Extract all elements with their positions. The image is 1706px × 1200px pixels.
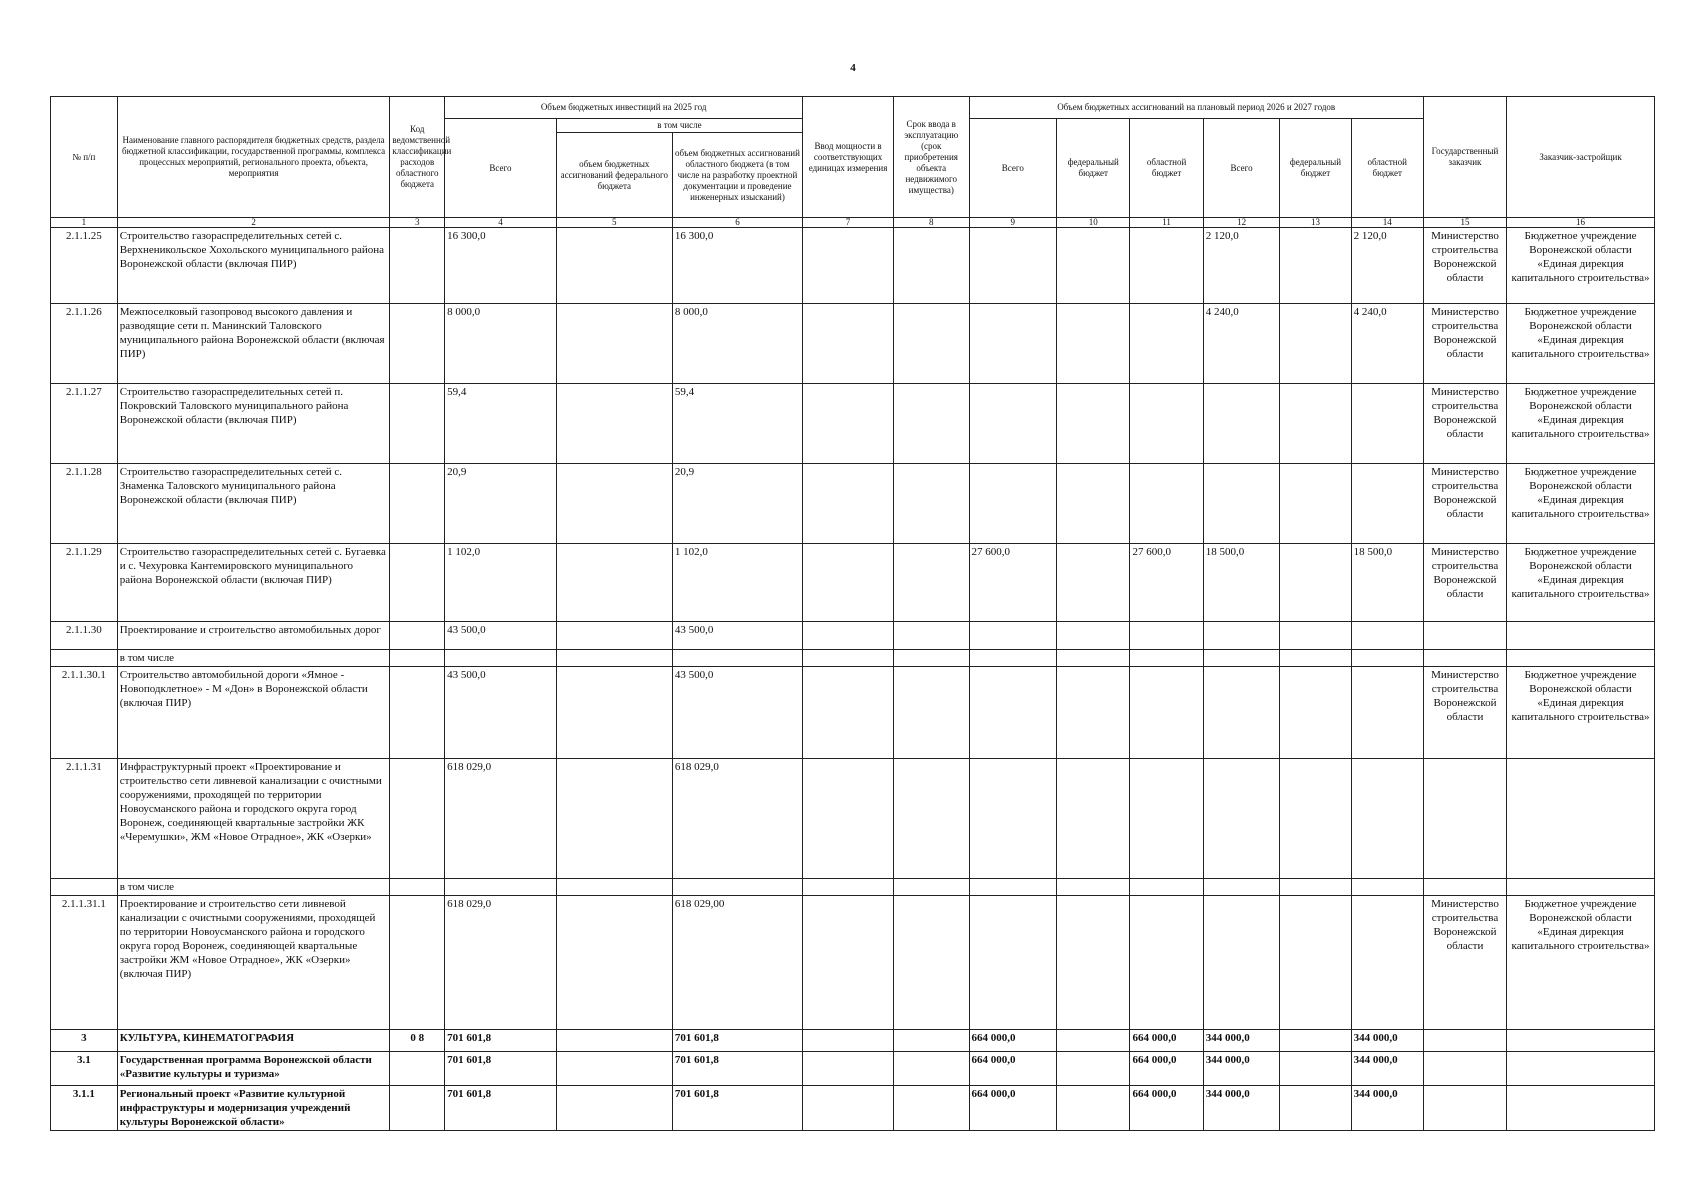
cell-c9: [969, 896, 1057, 1030]
cell-c6: 618 029,0: [672, 759, 802, 879]
cell-c9: 27 600,0: [969, 544, 1057, 622]
col-number: 10: [1057, 218, 1130, 228]
cell-c14: [1351, 759, 1423, 879]
cell-name: Строительство газораспределительных сетей с. Знаменка Таловского муниципального района Воронежской области (включая ПИР): [117, 464, 390, 544]
cell-code: [390, 879, 445, 896]
cell-c5: [556, 667, 672, 759]
cell-c10: [1057, 464, 1130, 544]
cell-c6: 59,4: [672, 384, 802, 464]
cell-c6: 701 601,8: [672, 1086, 802, 1131]
cell-c12: [1203, 384, 1280, 464]
header-num: № п/п: [51, 97, 118, 218]
cell-c5: [556, 879, 672, 896]
cell-c10: [1057, 896, 1130, 1030]
cell-c14: [1351, 650, 1423, 667]
table-row: [51, 1030, 1655, 1052]
cell-name: Проектирование и строительство автомобильных дорог: [117, 622, 390, 650]
cell-c14: [1351, 879, 1423, 896]
cell-c4: 16 300,0: [445, 228, 557, 304]
cell-c10: [1057, 879, 1130, 896]
empty-cell: [803, 1030, 894, 1052]
cell-code: [390, 650, 445, 667]
empty-cell: [893, 759, 969, 879]
cell-c6: 20,9: [672, 464, 802, 544]
cell-num: [51, 650, 118, 667]
cell-num: 2.1.1.26: [51, 304, 118, 384]
col-number: 2: [117, 218, 390, 228]
cell-c11: [1130, 759, 1203, 879]
cell-c13: [1280, 759, 1351, 879]
cell-code: [390, 896, 445, 1030]
col-number: 9: [969, 218, 1057, 228]
col-number: 8: [893, 218, 969, 228]
cell-customer: [1423, 1030, 1506, 1052]
header-code: Код ведомственной классификации расходов областного бюджета: [390, 97, 445, 218]
cell-name: Государственная программа Воронежской области «Развитие культуры и туризма»: [117, 1052, 390, 1086]
cell-developer: [1507, 759, 1655, 879]
table-row: [51, 464, 1655, 544]
empty-cell: [803, 384, 894, 464]
cell-c13: [1280, 464, 1351, 544]
empty-cell: [893, 228, 969, 304]
header-incl: в том числе: [556, 119, 802, 133]
empty-cell: [893, 667, 969, 759]
cell-num: 3.1.1: [51, 1086, 118, 1131]
header-state-customer: Государственный заказчик: [1423, 97, 1506, 218]
cell-c12: 344 000,0: [1203, 1086, 1280, 1131]
col-number: 6: [672, 218, 802, 228]
cell-c13: [1280, 896, 1351, 1030]
cell-c4: 43 500,0: [445, 622, 557, 650]
cell-c11: 664 000,0: [1130, 1086, 1203, 1131]
cell-c13: [1280, 622, 1351, 650]
empty-cell: [803, 896, 894, 1030]
cell-c12: 344 000,0: [1203, 1052, 1280, 1086]
cell-c13: [1280, 544, 1351, 622]
cell-c11: 27 600,0: [1130, 544, 1203, 622]
cell-c13: [1280, 879, 1351, 896]
cell-c10: [1057, 544, 1130, 622]
cell-num: 2.1.1.28: [51, 464, 118, 544]
cell-code: [390, 759, 445, 879]
cell-c14: [1351, 464, 1423, 544]
cell-developer: Бюджетное учреждение Воронежской области «Единая дирекция капитального строительства»: [1507, 228, 1655, 304]
cell-c12: [1203, 896, 1280, 1030]
cell-c11: [1130, 622, 1203, 650]
cell-c13: [1280, 667, 1351, 759]
cell-c4: 1 102,0: [445, 544, 557, 622]
cell-developer: Бюджетное учреждение Воронежской области «Единая дирекция капитального строительства»: [1507, 896, 1655, 1030]
cell-customer: [1423, 622, 1506, 650]
cell-developer: [1507, 622, 1655, 650]
header-capacity: Ввод мощности в соответствующих единицах измерения: [803, 97, 894, 218]
cell-customer: [1423, 1086, 1506, 1131]
cell-c11: [1130, 667, 1203, 759]
cell-code: [390, 667, 445, 759]
table-row: [51, 384, 1655, 464]
budget-investment-table: [50, 96, 1655, 1131]
cell-c14: 344 000,0: [1351, 1030, 1423, 1052]
cell-code: [390, 384, 445, 464]
cell-c14: 344 000,0: [1351, 1086, 1423, 1131]
cell-c5: [556, 1086, 672, 1131]
cell-c14: 18 500,0: [1351, 544, 1423, 622]
cell-c6: 43 500,0: [672, 667, 802, 759]
cell-code: [390, 304, 445, 384]
table-row: [51, 1052, 1655, 1086]
cell-c5: [556, 544, 672, 622]
cell-c9: [969, 879, 1057, 896]
cell-customer: [1423, 650, 1506, 667]
cell-c11: [1130, 384, 1203, 464]
cell-c5: [556, 1030, 672, 1052]
cell-num: 2.1.1.27: [51, 384, 118, 464]
cell-c14: 2 120,0: [1351, 228, 1423, 304]
empty-cell: [893, 384, 969, 464]
cell-c10: [1057, 304, 1130, 384]
cell-c14: [1351, 667, 1423, 759]
cell-c10: [1057, 622, 1130, 650]
cell-c13: [1280, 650, 1351, 667]
cell-c4: 43 500,0: [445, 667, 557, 759]
empty-cell: [893, 1086, 969, 1131]
cell-developer: Бюджетное учреждение Воронежской области «Единая дирекция капитального строительства»: [1507, 384, 1655, 464]
cell-c11: [1130, 304, 1203, 384]
cell-name: Межпоселковый газопровод высокого давления и разводящие сети п. Манинский Таловского муниципального района Воронежской области (включая ПИР): [117, 304, 390, 384]
cell-c10: [1057, 1086, 1130, 1131]
table-row: [51, 759, 1655, 879]
empty-cell: [893, 304, 969, 384]
empty-cell: [803, 1086, 894, 1131]
col-number: 1: [51, 218, 118, 228]
cell-c13: [1280, 1030, 1351, 1052]
header-reg: областной бюджет: [1130, 119, 1203, 218]
cell-code: [390, 1052, 445, 1086]
cell-c9: [969, 228, 1057, 304]
header-term: Срок ввода в эксплуатацию (срок приобретения объекта недвижимого имущества): [893, 97, 969, 218]
cell-customer: [1423, 1052, 1506, 1086]
cell-c12: 18 500,0: [1203, 544, 1280, 622]
cell-c14: [1351, 896, 1423, 1030]
cell-c4: [445, 650, 557, 667]
cell-num: 3.1: [51, 1052, 118, 1086]
cell-c4: 701 601,8: [445, 1030, 557, 1052]
cell-c9: [969, 464, 1057, 544]
table-row: [51, 879, 1655, 896]
empty-cell: [803, 759, 894, 879]
header-total: Всего: [445, 119, 557, 218]
cell-c5: [556, 384, 672, 464]
cell-name: Строительство автомобильной дороги «Ямное - Новоподклетное» - М «Дон» в Воронежской области (включая ПИР): [117, 667, 390, 759]
cell-developer: [1507, 1052, 1655, 1086]
cell-developer: [1507, 1086, 1655, 1131]
header-reg2: областной бюджет: [1351, 119, 1423, 218]
cell-developer: Бюджетное учреждение Воронежской области «Единая дирекция капитального строительства»: [1507, 464, 1655, 544]
empty-cell: [803, 879, 894, 896]
header-plan: Объем бюджетных ассигнований на плановый период 2026 и 2027 годов: [969, 97, 1423, 119]
cell-c6: 8 000,0: [672, 304, 802, 384]
cell-c6: 701 601,8: [672, 1052, 802, 1086]
cell-c14: 344 000,0: [1351, 1052, 1423, 1086]
col-number: 15: [1423, 218, 1506, 228]
cell-developer: [1507, 879, 1655, 896]
cell-c4: 59,4: [445, 384, 557, 464]
cell-c9: [969, 667, 1057, 759]
header-total3: Всего: [1203, 119, 1280, 218]
cell-c11: [1130, 464, 1203, 544]
cell-c6: [672, 650, 802, 667]
cell-c6: 1 102,0: [672, 544, 802, 622]
col-number: 12: [1203, 218, 1280, 228]
cell-num: 2.1.1.30.1: [51, 667, 118, 759]
empty-cell: [893, 896, 969, 1030]
cell-c10: [1057, 667, 1130, 759]
cell-c13: [1280, 228, 1351, 304]
cell-c13: [1280, 304, 1351, 384]
cell-c13: [1280, 1086, 1351, 1131]
table-row: [51, 544, 1655, 622]
cell-name: Региональный проект «Развитие культурной инфраструктуры и модернизация учреждений культуры Воронежской области»: [117, 1086, 390, 1131]
cell-customer: Министерство строительства Воронежской области: [1423, 544, 1506, 622]
cell-c11: [1130, 896, 1203, 1030]
empty-cell: [803, 1052, 894, 1086]
cell-num: [51, 879, 118, 896]
empty-cell: [893, 1030, 969, 1052]
cell-c11: [1130, 228, 1203, 304]
cell-c6: 16 300,0: [672, 228, 802, 304]
cell-c9: 664 000,0: [969, 1052, 1057, 1086]
cell-c13: [1280, 384, 1351, 464]
cell-num: 2.1.1.30: [51, 622, 118, 650]
cell-customer: Министерство строительства Воронежской области: [1423, 464, 1506, 544]
header-fed-alloc: объем бюджетных ассигнований федерального бюджета: [556, 133, 672, 218]
cell-c5: [556, 759, 672, 879]
cell-c5: [556, 1052, 672, 1086]
cell-developer: [1507, 1030, 1655, 1052]
cell-c12: [1203, 879, 1280, 896]
cell-c12: [1203, 622, 1280, 650]
cell-code: [390, 1086, 445, 1131]
col-number: 16: [1507, 218, 1655, 228]
cell-c5: [556, 650, 672, 667]
cell-num: 2.1.1.29: [51, 544, 118, 622]
cell-c11: 664 000,0: [1130, 1052, 1203, 1086]
cell-developer: Бюджетное учреждение Воронежской области «Единая дирекция капитального строительства»: [1507, 667, 1655, 759]
col-number: 7: [803, 218, 894, 228]
cell-c4: 618 029,0: [445, 896, 557, 1030]
cell-c14: 4 240,0: [1351, 304, 1423, 384]
col-number: 4: [445, 218, 557, 228]
cell-c4: [445, 879, 557, 896]
empty-cell: [893, 544, 969, 622]
cell-c6: 618 029,00: [672, 896, 802, 1030]
page-number: 4: [850, 62, 856, 74]
col-number: 11: [1130, 218, 1203, 228]
cell-c9: [969, 304, 1057, 384]
cell-c6: [672, 879, 802, 896]
col-number: 3: [390, 218, 445, 228]
header-developer: Заказчик-застройщик: [1507, 97, 1655, 218]
cell-c10: [1057, 650, 1130, 667]
cell-name: Инфраструктурный проект «Проектирование и строительство сети ливневой канализации с очистными сооружениями, проходящей по территории Новоусманского района и городского округа город Воронеж, соединяющей квартальные застройки ЖК «Черемушки», ЖМ «Новое Отрадное», ЖК «Озерки»: [117, 759, 390, 879]
cell-c12: [1203, 464, 1280, 544]
header-vol2025: Объем бюджетных инвестиций на 2025 год: [445, 97, 803, 119]
empty-cell: [803, 228, 894, 304]
cell-c12: [1203, 667, 1280, 759]
table-row: [51, 650, 1655, 667]
cell-name: КУЛЬТУРА, КИНЕМАТОГРАФИЯ: [117, 1030, 390, 1052]
cell-code: [390, 622, 445, 650]
cell-c14: [1351, 622, 1423, 650]
cell-c4: 8 000,0: [445, 304, 557, 384]
empty-cell: [893, 1052, 969, 1086]
cell-c4: 20,9: [445, 464, 557, 544]
header-fed: федеральный бюджет: [1057, 119, 1130, 218]
cell-c9: [969, 759, 1057, 879]
empty-cell: [803, 464, 894, 544]
cell-developer: Бюджетное учреждение Воронежской области «Единая дирекция капитального строительства»: [1507, 304, 1655, 384]
cell-customer: Министерство строительства Воронежской области: [1423, 228, 1506, 304]
header-reg-alloc: объем бюджетных ассигнований областного бюджета (в том числе на разработку проектной документации и проведение инженерных изысканий): [672, 133, 802, 218]
cell-c10: [1057, 384, 1130, 464]
cell-c14: [1351, 384, 1423, 464]
cell-c5: [556, 464, 672, 544]
cell-num: 3: [51, 1030, 118, 1052]
table-row: [51, 228, 1655, 304]
cell-customer: Министерство строительства Воронежской области: [1423, 896, 1506, 1030]
col-number: 5: [556, 218, 672, 228]
cell-code: [390, 464, 445, 544]
cell-name: Строительство газораспределительных сетей п. Покровский Таловского муниципального района Воронежской области (включая ПИР): [117, 384, 390, 464]
header-name: Наименование главного распорядителя бюджетных средств, раздела бюджетной классификации, государственной программы, комплекса процессных мероприятий, регионального проекта, объекта, мероприятия: [117, 97, 390, 218]
empty-cell: [803, 544, 894, 622]
table-body: [51, 228, 1655, 1131]
header-total2: Всего: [969, 119, 1057, 218]
cell-c12: [1203, 759, 1280, 879]
table-row: [51, 1086, 1655, 1131]
empty-cell: [803, 304, 894, 384]
empty-cell: [893, 879, 969, 896]
cell-c5: [556, 228, 672, 304]
table-row: [51, 622, 1655, 650]
cell-c10: [1057, 1052, 1130, 1086]
cell-c12: [1203, 650, 1280, 667]
cell-customer: Министерство строительства Воронежской области: [1423, 667, 1506, 759]
cell-code: 0 8: [390, 1030, 445, 1052]
cell-c6: 43 500,0: [672, 622, 802, 650]
table-row: [51, 667, 1655, 759]
cell-customer: [1423, 879, 1506, 896]
empty-cell: [803, 667, 894, 759]
cell-c5: [556, 304, 672, 384]
cell-c9: [969, 622, 1057, 650]
cell-num: 2.1.1.25: [51, 228, 118, 304]
cell-c10: [1057, 1030, 1130, 1052]
cell-customer: Министерство строительства Воронежской области: [1423, 304, 1506, 384]
cell-name: Строительство газораспределительных сетей с. Бугаевка и с. Чехуровка Кантемировского муниципального района Воронежской области (включая ПИР): [117, 544, 390, 622]
cell-c12: 344 000,0: [1203, 1030, 1280, 1052]
cell-name: в том числе: [117, 650, 390, 667]
table-row: [51, 896, 1655, 1030]
cell-c6: 701 601,8: [672, 1030, 802, 1052]
cell-c9: [969, 384, 1057, 464]
empty-cell: [893, 650, 969, 667]
cell-c11: 664 000,0: [1130, 1030, 1203, 1052]
cell-c9: [969, 650, 1057, 667]
cell-developer: Бюджетное учреждение Воронежской области «Единая дирекция капитального строительства»: [1507, 544, 1655, 622]
column-number-row: [51, 218, 1655, 228]
empty-cell: [803, 650, 894, 667]
cell-num: 2.1.1.31.1: [51, 896, 118, 1030]
table-row: [51, 304, 1655, 384]
cell-code: [390, 228, 445, 304]
cell-c4: 618 029,0: [445, 759, 557, 879]
cell-customer: [1423, 759, 1506, 879]
cell-c11: [1130, 650, 1203, 667]
cell-customer: Министерство строительства Воронежской области: [1423, 384, 1506, 464]
cell-c13: [1280, 1052, 1351, 1086]
cell-c12: 4 240,0: [1203, 304, 1280, 384]
cell-name: в том числе: [117, 879, 390, 896]
cell-c10: [1057, 759, 1130, 879]
col-number: 13: [1280, 218, 1351, 228]
cell-name: Строительство газораспределительных сетей с. Верхненикольское Хохольского муниципального района Воронежской области (включая ПИР): [117, 228, 390, 304]
cell-c9: 664 000,0: [969, 1086, 1057, 1131]
cell-c10: [1057, 228, 1130, 304]
cell-c12: 2 120,0: [1203, 228, 1280, 304]
empty-cell: [893, 622, 969, 650]
cell-c5: [556, 896, 672, 1030]
cell-c4: 701 601,8: [445, 1052, 557, 1086]
cell-developer: [1507, 650, 1655, 667]
cell-c9: 664 000,0: [969, 1030, 1057, 1052]
header-fed2: федеральный бюджет: [1280, 119, 1351, 218]
cell-name: Проектирование и строительство сети ливневой канализации с очистными сооружениями, проходящей по территории Новоусманского района и городского округа город Воронеж, соединяющей квартальные застройки ЖМ «Новое Отрадное», ЖК «Озерки» (включая ПИР): [117, 896, 390, 1030]
empty-cell: [893, 464, 969, 544]
cell-code: [390, 544, 445, 622]
cell-c5: [556, 622, 672, 650]
empty-cell: [803, 622, 894, 650]
col-number: 14: [1351, 218, 1423, 228]
cell-num: 2.1.1.31: [51, 759, 118, 879]
cell-c11: [1130, 879, 1203, 896]
cell-c4: 701 601,8: [445, 1086, 557, 1131]
